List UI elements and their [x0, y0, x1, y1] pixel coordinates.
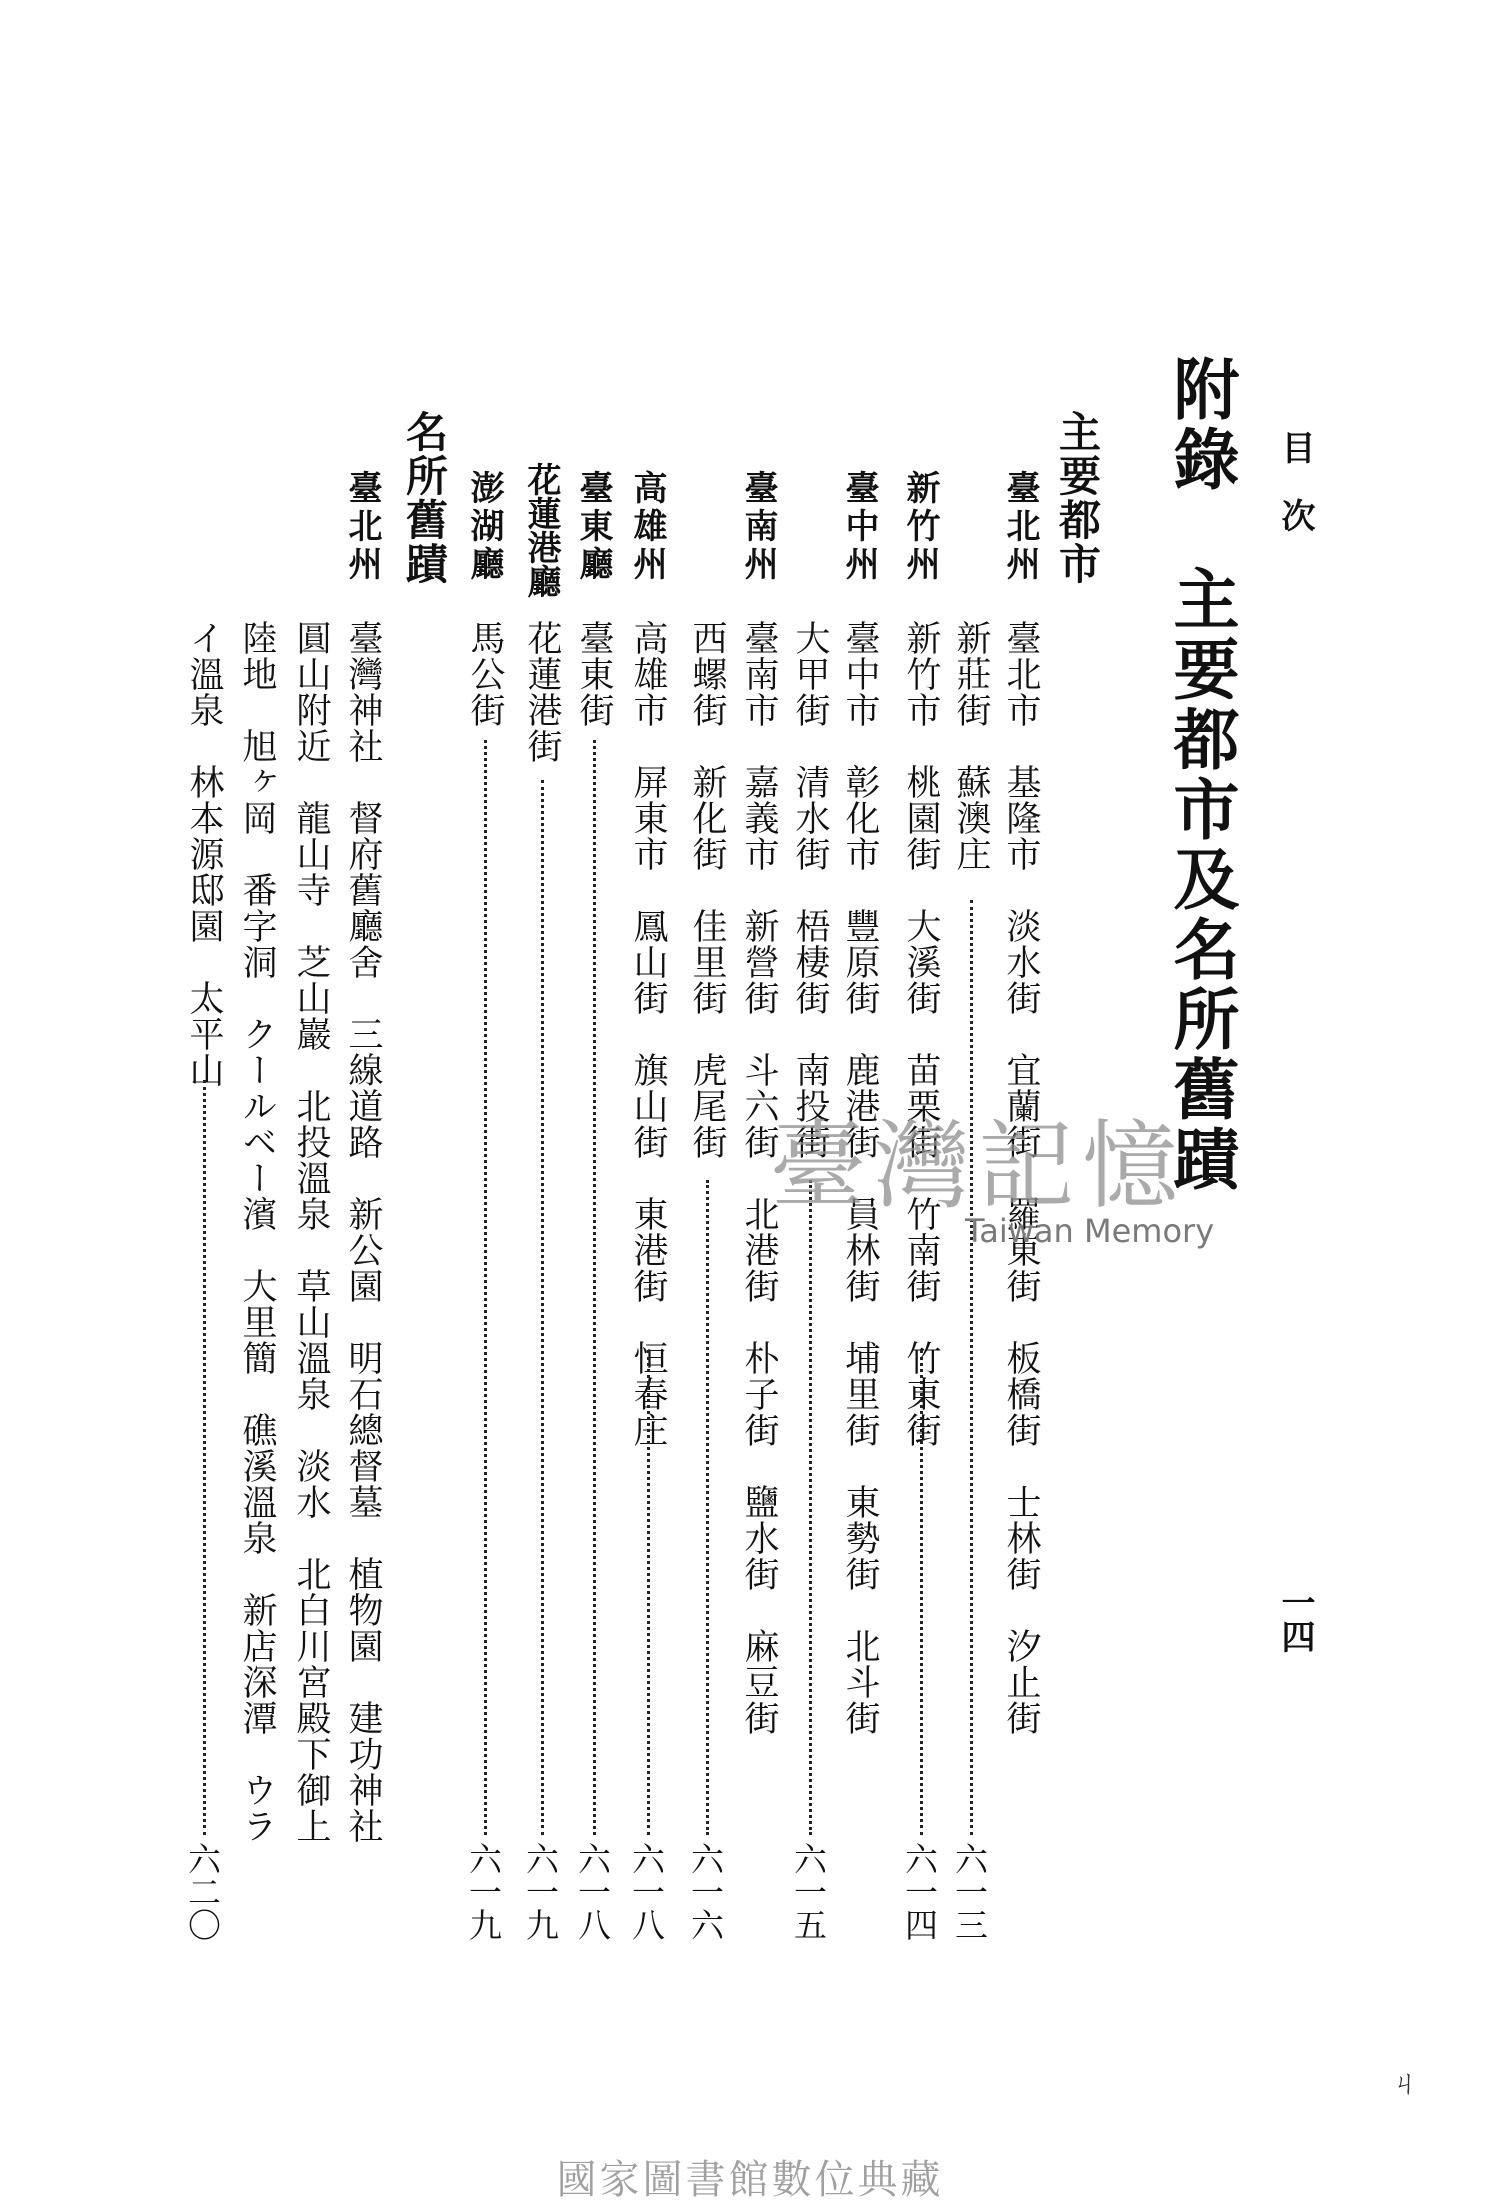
- entry-taitung: 臺東街: [574, 620, 614, 728]
- page-taipei: 六一三: [950, 1842, 989, 1941]
- label-taichung: 臺中州: [839, 470, 879, 584]
- watermark-logo: 臺灣記憶: [770, 1110, 1186, 1222]
- header-title: 目次: [1275, 430, 1315, 566]
- entry-tainan-1: 臺南市 嘉義市 新營街 斗六街 北港街 朴子街 鹽水街 麻豆街: [739, 620, 779, 1736]
- label-sights-taipei: 臺北州: [342, 470, 382, 584]
- label-taitung: 臺東廳: [573, 470, 613, 584]
- page-hualien: 六一九: [521, 1842, 560, 1941]
- appendix-title: 附錄 主要都市及名所舊蹟: [1162, 355, 1240, 1195]
- entry-hsinchu: 新竹市 桃園街 大溪街 苗栗街 竹南街 竹東街: [901, 620, 941, 1448]
- leader-hsinchu: [920, 1350, 923, 1835]
- entry-hualien: 花蓮港街: [522, 620, 562, 764]
- sights-line-4: イ溫泉 林本源邸園 太平山: [184, 620, 224, 1088]
- corner-mark: ㄐ: [1390, 2066, 1420, 2101]
- entry-kaohsiung: 高雄市 屏東市 鳳山街 旗山街 東港街 恒春庄: [628, 620, 668, 1448]
- label-tainan: 臺南州: [738, 470, 778, 584]
- footer-archive-credit: 國家圖書館數位典藏: [556, 2157, 944, 2203]
- label-taipei: 臺北州: [1000, 470, 1040, 584]
- page-sights: 六二〇: [183, 1842, 222, 1941]
- entry-penghu: 馬公街: [465, 620, 505, 728]
- section-heading-sights: 名所舊蹟: [400, 410, 449, 586]
- leader-kaohsiung: [647, 1350, 650, 1835]
- leader-taitung: [593, 740, 596, 1835]
- leader-tainan: [706, 1180, 709, 1835]
- page-penghu: 六一九: [464, 1842, 503, 1941]
- label-hualien: 花蓮港廳: [521, 462, 561, 598]
- entry-taichung-1: 臺中市 彰化市 豐原街 鹿港街 員林街 埔里街 東勢街 北斗街: [840, 620, 880, 1736]
- entry-taipei-2: 新莊街 蘇澳庄: [951, 620, 991, 872]
- leader-taichung: [809, 1180, 812, 1835]
- watermark-caption: Taiwan Memory: [965, 1212, 1215, 1250]
- label-penghu: 澎湖廳: [464, 470, 504, 584]
- entry-taichung-2: 大甲街 清水街 梧棲街 南投街: [790, 620, 830, 1160]
- entry-taipei-1: 臺北市 基隆市 淡水街 宜蘭街 羅東街 板橋街 士林街 汐止街: [1001, 620, 1041, 1736]
- page-hsinchu: 六一四: [900, 1842, 939, 1941]
- entry-tainan-2: 西螺街 新化街 佳里街 虎尾街: [687, 620, 727, 1160]
- leader-penghu: [484, 740, 487, 1835]
- sights-line-3: 陸地 旭ヶ岡 番字洞 クールベー濱 大里簡 礁溪溫泉 新店深潭 ウラ: [237, 620, 277, 1844]
- leader-sights: [203, 1080, 206, 1835]
- leader-hualien: [541, 780, 544, 1835]
- page-taichung: 六一五: [789, 1842, 828, 1941]
- header-page-number: 一四: [1275, 1585, 1315, 1653]
- label-kaohsiung: 高雄州: [627, 470, 667, 584]
- section-heading-cities: 主要都市: [1053, 410, 1102, 586]
- sights-line-1: 臺灣神社 督府舊廳舍 三線道路 新公園 明石總督墓 植物園 建功神社: [343, 620, 383, 1844]
- page-taitung: 六一八: [573, 1842, 612, 1941]
- page-kaohsiung: 六一八: [627, 1842, 666, 1941]
- page-tainan: 六一六: [686, 1842, 725, 1941]
- leader-taipei: [970, 900, 973, 1835]
- label-hsinchu: 新竹州: [900, 470, 940, 584]
- sights-line-2: 圓山附近 龍山寺 芝山巖 北投溫泉 草山溫泉 淡水 北白川宮殿下御上: [291, 620, 331, 1844]
